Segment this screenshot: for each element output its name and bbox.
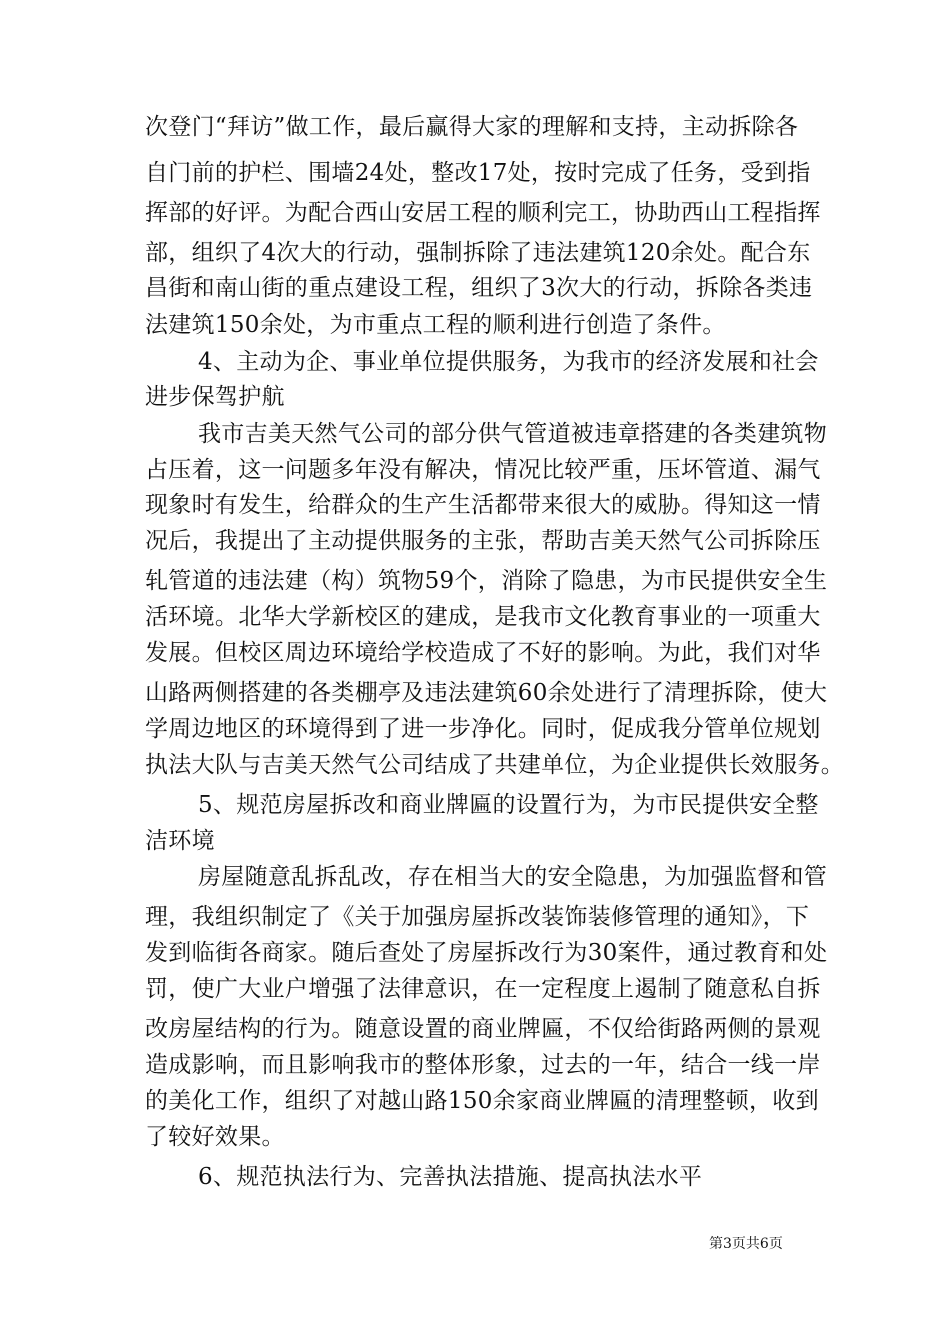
body-line: 改房屋结构的行为。随意设置的商业牌匾，不仅给街路两侧的景观 [145, 1016, 821, 1042]
body-line: 轧管道的违法建（构）筑物59个，消除了隐患，为市民提供安全生 [145, 568, 828, 594]
section-heading: 洁环境 [145, 828, 215, 854]
section-heading: 6、规范执法行为、完善执法措施、提高执法水平 [198, 1164, 703, 1190]
section-heading: 5、规范房屋拆改和商业牌匾的设置行为，为市民提供安全整 [198, 792, 819, 818]
body-line: 执法大队与吉美天然气公司结成了共建单位，为企业提供长效服务。 [145, 752, 844, 778]
body-line: 占压着，这一问题多年没有解决，情况比较严重，压坏管道、漏气 [145, 457, 821, 483]
body-line: 部，组织了4次大的行动，强制拆除了违法建筑120余处。配合东 [145, 240, 811, 266]
body-line: 况后，我提出了主动提供服务的主张，帮助吉美天然气公司拆除压 [145, 528, 821, 554]
body-line: 次登门“拜访”做工作，最后赢得大家的理解和支持，主动拆除各 [145, 114, 799, 140]
body-line: 学周边地区的环境得到了进一步净化。同时，促成我分管单位规划 [145, 716, 821, 742]
body-line: 现象时有发生，给群众的生产生活都带来很大的威胁。得知这一情 [145, 492, 821, 518]
body-line: 发到临街各商家。随后查处了房屋拆改行为30案件，通过教育和处 [145, 940, 828, 966]
body-line: 活环境。北华大学新校区的建成，是我市文化教育事业的一项重大 [145, 604, 821, 630]
page-number-footer: 第3页共6页 [709, 1236, 783, 1252]
body-line: 了较好效果。 [145, 1124, 285, 1150]
section-heading: 进步保驾护航 [145, 384, 285, 410]
body-line: 自门前的护栏、围墙24处，整改17处，按时完成了任务，受到指 [145, 160, 811, 186]
body-line: 昌街和南山街的重点建设工程，组织了3次大的行动，拆除各类违 [145, 275, 813, 301]
body-line: 发展。但校区周边环境给学校造成了不好的影响。为此，我们对华 [145, 640, 821, 666]
body-line: 我市吉美天然气公司的部分供气管道被违章搭建的各类建筑物 [198, 421, 828, 447]
body-line: 罚，使广大业户增强了法律意识，在一定程度上遏制了随意私自拆 [145, 976, 821, 1002]
body-line: 挥部的好评。为配合西山安居工程的顺利完工，协助西山工程指挥 [145, 200, 821, 226]
body-line: 法建筑150余处，为市重点工程的顺利进行创造了条件。 [145, 312, 726, 338]
section-heading: 4、主动为企、事业单位提供服务，为我市的经济发展和社会 [198, 349, 819, 375]
body-line: 造成影响，而且影响我市的整体形象，过去的一年，结合一线一岸 [145, 1052, 821, 1078]
body-line: 房屋随意乱拆乱改，存在相当大的安全隐患，为加强监督和管 [198, 864, 828, 890]
body-line: 山路两侧搭建的各类棚亭及违法建筑60余处进行了清理拆除，使大 [145, 680, 828, 706]
body-line: 理，我组织制定了《关于加强房屋拆改装饰装修管理的通知》，下 [145, 904, 810, 930]
body-line: 的美化工作，组织了对越山路150余家商业牌匾的清理整顿，收到 [145, 1088, 819, 1114]
